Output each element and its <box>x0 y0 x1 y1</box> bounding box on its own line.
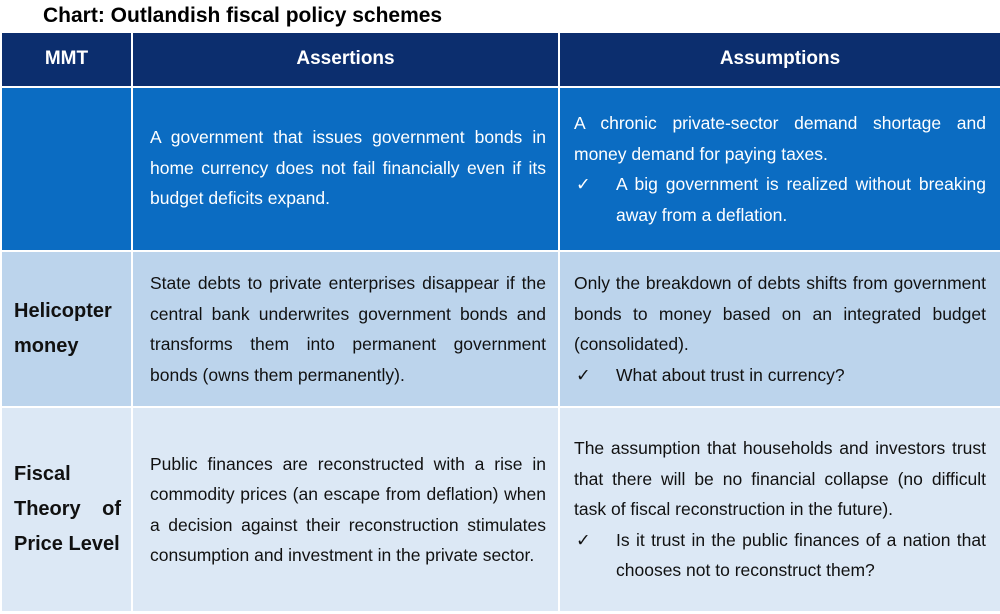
assumption-text: The assumption that households and investors trust that there will be no financial collapse (no difficult task of fiscal reconstruction in the future). <box>574 438 986 520</box>
policy-table <box>2 33 998 611</box>
check-icon: ✓ <box>576 529 591 550</box>
check-icon: ✓ <box>576 174 591 194</box>
assumption-text: A chronic private-sector demand shortage and money demand for paying taxes. <box>574 113 986 164</box>
check-icon: ✓ <box>576 364 591 385</box>
assumption-content <box>574 433 986 586</box>
assertion-text: Public finances are reconstructed with a rise in commodity prices (an escape from deflation) when a decision against their reconstruction stimulates consumption and investment in the private sector. <box>150 453 546 565</box>
assumption-content <box>574 268 986 390</box>
check-line <box>574 525 986 586</box>
row-label-helicopter-money <box>2 252 131 406</box>
assertion-cell <box>133 408 558 611</box>
assumption-cell <box>560 88 1000 250</box>
assertion-cell <box>133 88 558 250</box>
header-assumptions: Assumptions <box>560 33 1000 86</box>
check-text: Is it trust in the public finances of a nation that chooses not to reconstruct them? <box>616 529 986 581</box>
assumption-content <box>574 108 986 230</box>
row-label-mmt <box>2 88 131 250</box>
assertion-text: State debts to private enterprises disappear if the central bank underwrites government bonds and transforms them into permanent government bonds (owns them permanently). <box>150 273 546 385</box>
check-text: A big government is realized without breaking away from a deflation. <box>616 174 986 225</box>
header-mmt: MMT <box>2 33 131 86</box>
row-label-text: Fiscal Theory of Price Level <box>14 463 121 555</box>
assumption-cell <box>560 408 1000 611</box>
assertion-cell <box>133 252 558 406</box>
header-assertions: Assertions <box>133 33 558 86</box>
check-line <box>574 169 986 230</box>
check-line <box>574 360 986 391</box>
row-label-text: Helicopter money <box>14 300 112 357</box>
chart-title: Chart: Outlandish fiscal policy schemes <box>43 4 443 27</box>
assumption-cell <box>560 252 1000 406</box>
row-label-fiscal-theory <box>2 408 131 611</box>
assertion-text: A government that issues government bonds in home currency does not fail financially even if its budget deficits expand. <box>150 127 546 209</box>
assumption-text: Only the breakdown of debts shifts from government bonds to money based on an integrated budget (consolidated). <box>574 273 986 354</box>
check-text: What about trust in currency? <box>616 364 845 385</box>
